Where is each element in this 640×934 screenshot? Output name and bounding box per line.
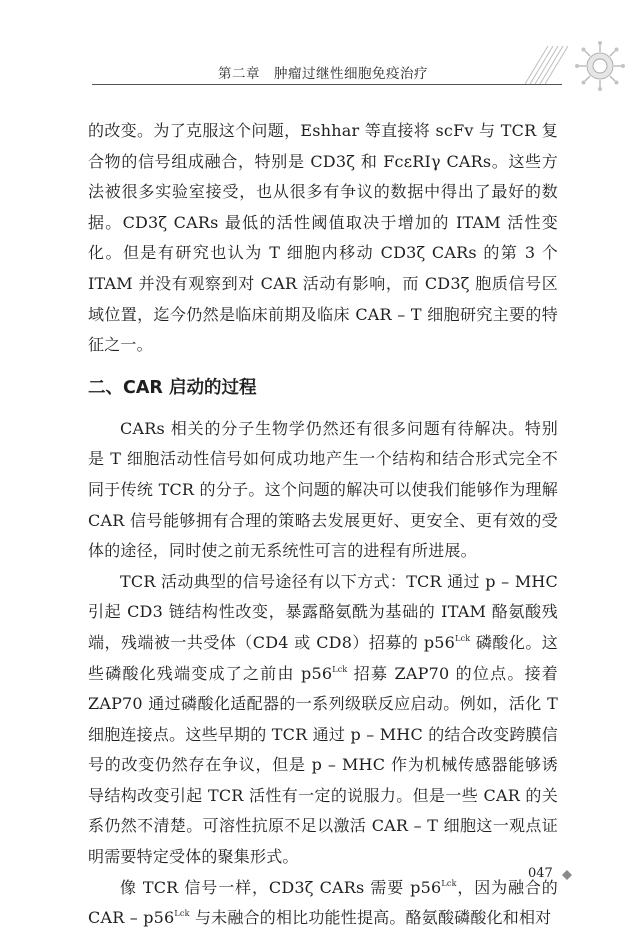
paragraph-4-text: ，因为融合的 CAR – p56 (88, 877, 559, 928)
paragraph-2 (88, 414, 558, 567)
superscript-lck: Lck (174, 909, 190, 919)
paragraph-2-text: CARs 相关的分子生物学仍然还有很多问题有待解决。特别是 T 细胞活动性信号如何成功地产生一个结构和结合形式完全不同于传统 TCR 的分子。这个问题的解决可以使我们能够作为理解 CAR 信号能够拥有合理的策略去发展更好、更安全、更有效的受体的途径，同时使之前无系统性可言的进程有所进展。 (88, 418, 558, 561)
paragraph-3-text: TCR 活动典型的信号途径有以下方式：TCR 通过 p – MHC 引起 CD3 链结构性改变，暴露酪氨酰为基础的 ITAM 酪氨酸残端，残端被一共受体（CD4 或 CD8）招募的 p56 (88, 571, 558, 652)
paragraph-3-text: 磷酸化。这些磷酸化残端变成了之前由 p56 (88, 632, 558, 683)
superscript-lck: Lck (441, 878, 457, 888)
paragraph-1 (88, 116, 558, 361)
paragraph-3 (88, 567, 558, 873)
running-header (0, 0, 640, 90)
body-text (88, 116, 558, 934)
paragraph-3-text: 招募 ZAP70 的位点。接着 ZAP70 通过磷酸化适配器的一系列级联反应启动。例如，活化 T 细胞连接点。这些早期的 TCR 通过 p – MHC 的结合改变跨膜信号的改变仍然存在争议，但是 p – MHC 作为机械传感器能够诱导结构改变引起 TCR 活性有一定的说服力。但是一些 CAR 的关系仍然不清楚。可溶性抗原不足以激活 CAR – T 细胞这一观点证明需要特定受体的聚集形式。 (88, 663, 558, 867)
superscript-lck: Lck (332, 664, 348, 674)
section-heading: 二、CAR 启动的过程 (88, 377, 257, 398)
page-number: 047 (528, 866, 553, 881)
superscript-lck: Lck (455, 633, 471, 643)
paragraph-4-text: 像 TCR 信号一样，CD3ζ CARs 需要 p56 (120, 877, 442, 897)
decorative-ornament-icon (520, 36, 630, 96)
page-footer (480, 866, 580, 886)
paragraph-4-text: 与未融合的相比功能性提高。酪氨酸磷酸化和相对 (189, 908, 552, 928)
paragraph-1-text: 的改变。为了克服这个问题，Eshhar 等直接将 scFv 与 TCR 复合物的信号组成融合，特别是 CD3ζ 和 FcεRIγ CARs。这些方法被很多实验室接受，也从很多有争议的数据中得出了最好的数据。CD3ζ CARs 最低的活性阈值取决于增加的 ITAM 活性变化。但是有研究也认为 T 细胞内移动 CD3ζ CARs 的第 3 个 ITAM 并没有观察到对 CAR 活动有影响，而 CD3ζ 胞质信号区域位置，迄今仍然是临床前期及临床 CAR – T 细胞研究主要的特征之一。 (88, 121, 558, 355)
diamond-icon (562, 870, 572, 880)
chapter-title: 第二章 肿瘤过继性细胞免疫治疗 (218, 66, 428, 82)
header-rule (92, 84, 562, 85)
